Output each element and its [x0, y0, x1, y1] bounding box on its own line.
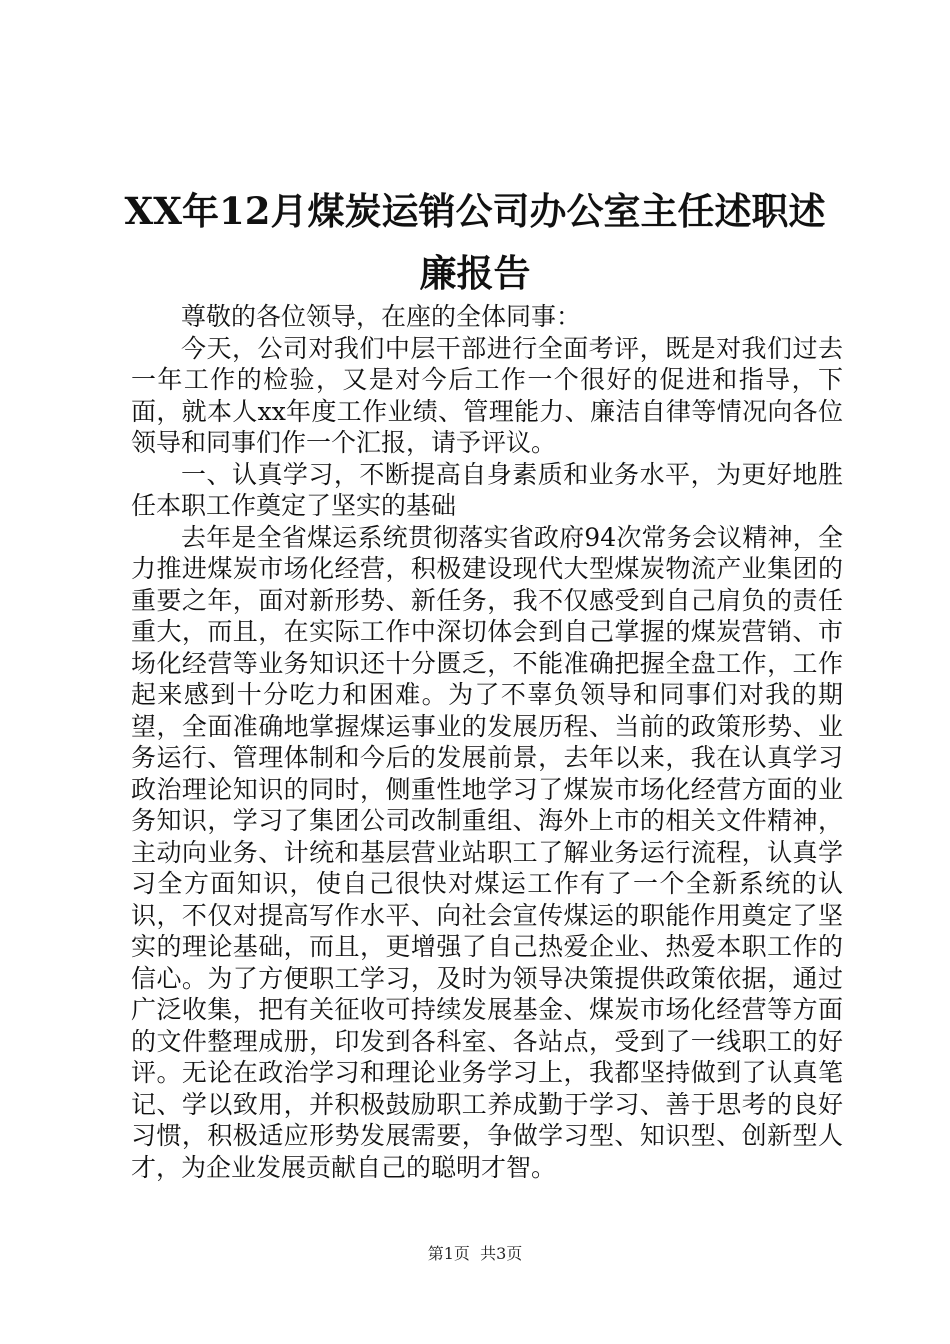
- page-number-label: 第1页 共3页: [427, 1244, 523, 1263]
- body-paragraph: 去年是全省煤运系统贯彻落实省政府94次常务会议精神，全力推进煤炭市场化经营，积极建设现代大型煤炭物流产业集团的重要之年，面对新形势、新任务，我不仅感受到自己肩负的责任重大，而且，在实际工作中深切体会到自己掌握的煤炭营销、市场化经营等业务知识还十分匮乏，不能准确把握全盘工作，工作起来感到十分吃力和困难。为了不辜负领导和同事们对我的期望，全面准确地掌握煤运事业的发展历程、当前的政策形势、业务运行、管理体制和今后的发展前景，去年以来，我在认真学习政治理论知识的同时，侧重性地学习了煤炭市场化经营方面的业务知识，学习了集团公司改制重组、海外上市的相关文件精神，主动向业务、计统和基层营业站职工了解业务运行流程，认真学习全方面知识，使自己很快对煤运工作有了一个全新系统的认识，不仅对提高写作水平、向社会宣传煤运的职能作用奠定了坚实的理论基础，而且，更增强了自己热爱企业、热爱本职工作的信心。为了方便职工学习，及时为领导决策提供政策依据，通过广泛收集，把有关征收可持续发展基金、煤炭市场化经营等方面的文件整理成册，印发到各科室、各站点，受到了一线职工的好评。无论在政治学习和理论业务学习上，我都坚持做到了认真笔记、学以致用，并积极鼓励职工养成勤于学习、善于思考的良好习惯，积极适应形势发展需要，争做学习型、知识型、创新型人才，为企业发展贡献自己的聪明才智。: [131, 522, 843, 1182]
- document-title: XX年12月煤炭运销公司办公室主任述职述廉报告: [124, 189, 826, 295]
- salutation-paragraph: 尊敬的各位领导，在座的全体同事：: [181, 302, 582, 331]
- section-heading-1: 一、认真学习，不断提高自身素质和业务水平，为更好地胜任本职工作奠定了坚实的基础: [131, 459, 843, 520]
- intro-paragraph: 今天，公司对我们中层干部进行全面考评，既是对我们过去一年工作的检验，又是对今后工作一个很好的促进和指导，下面，就本人xx年度工作业绩、管理能力、廉洁自律等情况向各位领导和同事们作一个汇报，请予评议。: [131, 333, 843, 457]
- document-body: [131, 301, 843, 1183]
- page-footer: [0, 1243, 950, 1265]
